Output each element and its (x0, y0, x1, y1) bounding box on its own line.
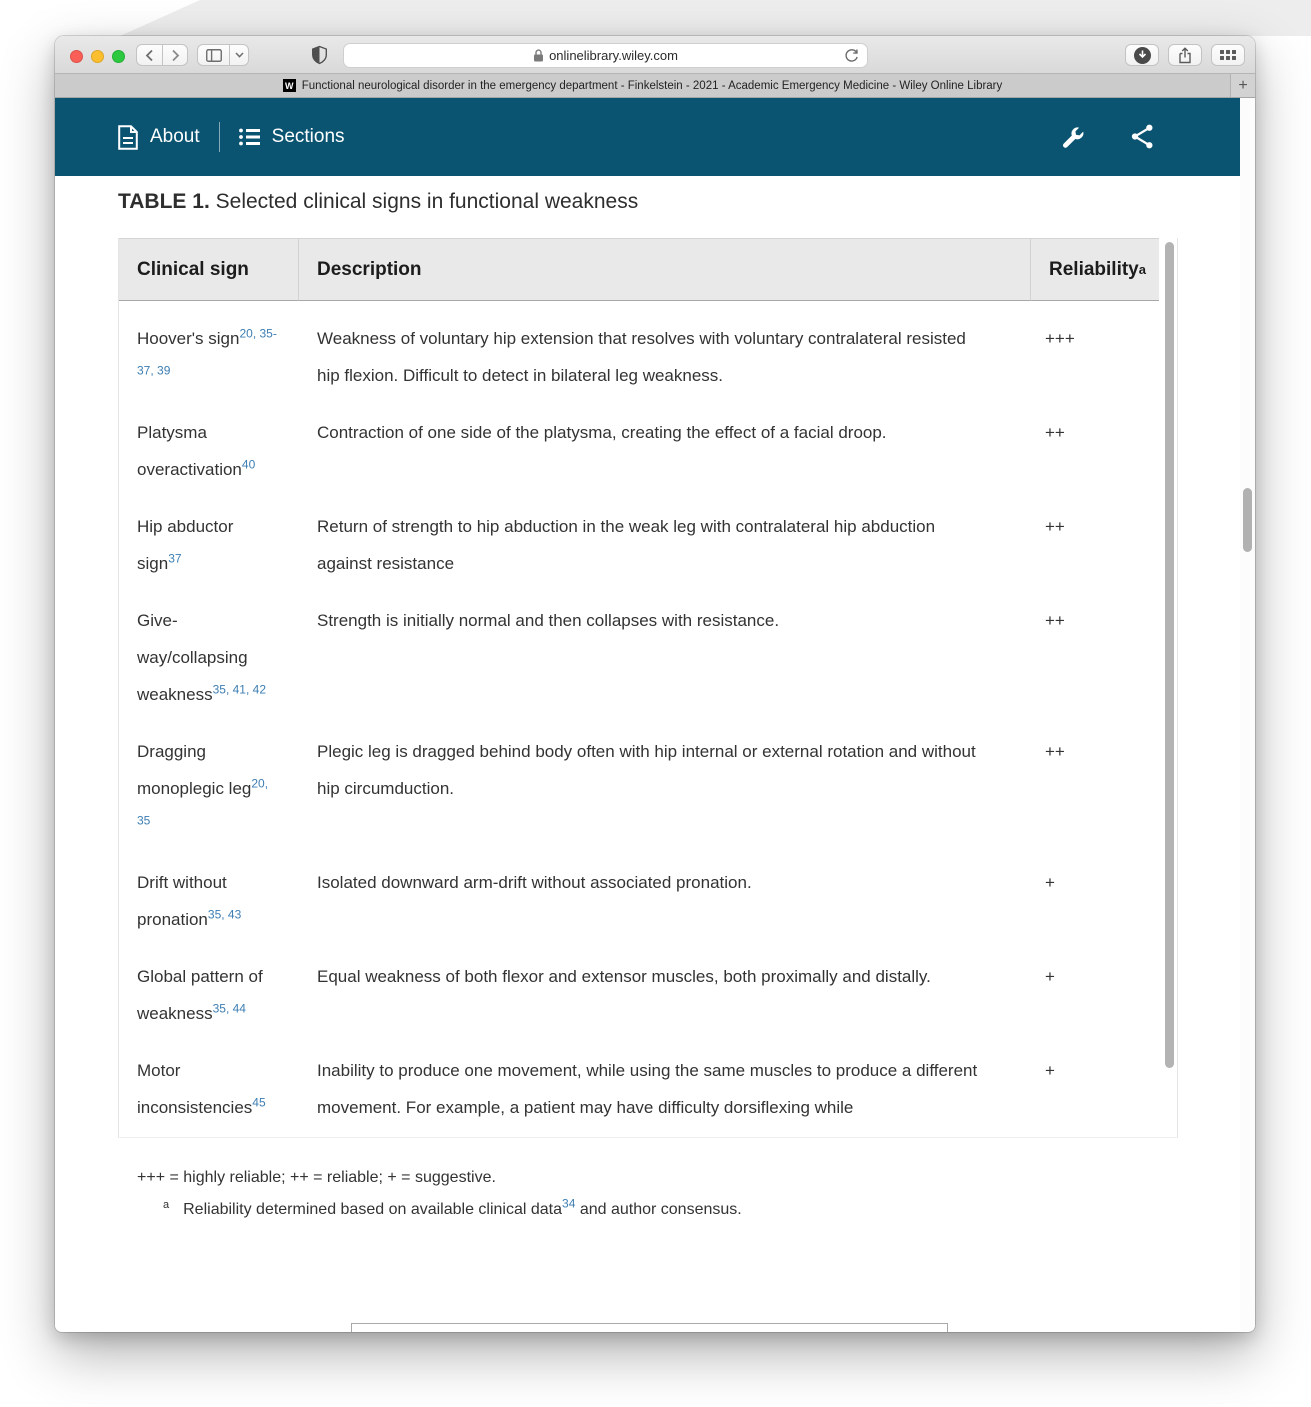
shield-icon (311, 45, 328, 65)
tab-overview-button[interactable] (1211, 44, 1245, 66)
reference-links[interactable]: 45 (252, 1095, 266, 1110)
reliability-cell: ++ (1045, 611, 1065, 630)
description-cell: Isolated downward arm-drift without associated pronation. (317, 873, 752, 892)
clinical-sign-cell (119, 948, 299, 1042)
about-label: About (150, 126, 200, 147)
reliability-cell: ++ (1045, 517, 1065, 536)
close-window-button[interactable] (70, 50, 83, 63)
clinical-sign-text: Hip abductor sign (137, 517, 234, 573)
about-button[interactable] (118, 125, 200, 150)
sidebar-toggle-button[interactable] (197, 44, 229, 66)
tab-bar (55, 74, 1255, 98)
table-label: TABLE 1. (118, 190, 210, 213)
tools-button[interactable] (1059, 124, 1086, 151)
minimize-window-button[interactable] (91, 50, 104, 63)
clinical-sign-text: Motor inconsistencies (137, 1061, 253, 1117)
table-row (119, 854, 1177, 948)
table-row (119, 1042, 1177, 1136)
clinical-sign-text: Dragging monoplegic leg (137, 742, 252, 798)
table-scrollbar-track (1159, 238, 1177, 1137)
clinical-sign-cell (119, 723, 299, 854)
back-button[interactable] (136, 44, 162, 66)
reference-links[interactable]: 35, 41, 42 (212, 682, 266, 697)
sections-label: Sections (271, 126, 345, 147)
reload-button[interactable] (844, 48, 859, 64)
page-scrollbar-thumb[interactable] (1243, 488, 1252, 552)
clinical-sign-cell (119, 301, 299, 404)
table-footnote (163, 1196, 1240, 1219)
browser-window (55, 36, 1255, 1332)
desktop-background-strip (0, 0, 1311, 36)
share-article-button[interactable] (1130, 124, 1155, 151)
reliability-cell: + (1045, 1061, 1055, 1080)
table-scrollbar-thumb[interactable] (1165, 242, 1174, 1068)
table-row (119, 723, 1177, 854)
clinical-sign-cell (119, 592, 299, 723)
column-header-description: Description (299, 238, 1031, 301)
reference-links[interactable]: 20, 35 (137, 776, 269, 828)
footnote-text: Reliability determined based on available clinical data (183, 1201, 563, 1218)
chevron-right-icon (171, 49, 180, 62)
reliability-legend: +++ = highly reliable; ++ = reliable; + = suggestive. (137, 1169, 496, 1186)
share-icon (1178, 47, 1192, 64)
browser-tab[interactable] (55, 74, 1230, 97)
clinical-sign-cell (119, 498, 299, 592)
window-controls (70, 50, 125, 63)
privacy-report-button[interactable] (307, 44, 331, 66)
footnote-reference-link[interactable]: 34 (562, 1196, 576, 1211)
download-icon (1134, 47, 1151, 64)
table-body (119, 301, 1177, 1136)
next-figure-placeholder (351, 1323, 948, 1332)
grid-icon (1220, 50, 1236, 60)
footnote-text-end: and author consensus. (575, 1201, 742, 1218)
description-cell: Strength is initially normal and then collapses with resistance. (317, 611, 780, 630)
downloads-button[interactable] (1125, 44, 1159, 66)
clinical-sign-text: Hoover's sign (137, 329, 240, 348)
sections-button[interactable] (239, 126, 345, 148)
clinical-sign-text: Global pattern of weakness (137, 967, 263, 1023)
document-icon (118, 125, 138, 150)
page-scrollbar-track (1240, 98, 1255, 1331)
reference-links[interactable]: 37 (168, 551, 182, 566)
zoom-window-button[interactable] (112, 50, 125, 63)
table-row (119, 301, 1177, 404)
wrench-icon (1059, 124, 1086, 151)
article-header-bar (55, 98, 1240, 176)
table-header-row (119, 238, 1177, 301)
reference-links[interactable]: 20, 35-37, 39 (137, 326, 277, 378)
reliability-cell: +++ (1045, 329, 1075, 348)
reference-links[interactable]: 40 (241, 457, 256, 472)
footnote-marker: a (163, 1198, 170, 1211)
description-cell: Inability to produce one movement, while using the same muscles to produce a different movement. For example, a patient may have difficulty dorsiflexing while (317, 1061, 978, 1117)
url-text: onlinelibrary.wiley.com (549, 48, 678, 63)
table-caption: Selected clinical signs in functional weakness (209, 190, 639, 213)
tab-layout-menu-button[interactable] (229, 44, 249, 66)
article-content (55, 176, 1240, 1219)
reliability-cell: ++ (1045, 423, 1065, 442)
table-row (119, 404, 1177, 498)
description-cell: Contraction of one side of the platysma, creating the effect of a facial droop. (317, 423, 887, 442)
column-header-reliability: Reliability a (1031, 238, 1161, 301)
chevron-down-icon (235, 52, 244, 58)
table-row (119, 498, 1177, 592)
sidebar-icon (206, 49, 222, 62)
share-button[interactable] (1168, 44, 1202, 66)
reliability-cell: + (1045, 967, 1055, 986)
table-title (118, 190, 1240, 214)
table-container (118, 238, 1178, 1138)
column-header-clinical-sign: Clinical sign (119, 238, 299, 301)
clinical-sign-cell (119, 1042, 299, 1136)
tab-title: Functional neurological disorder in the emergency department - Finkelstein - 2021 - Academic Emergency Medicine - Wiley Online Library (301, 79, 1003, 92)
list-icon (239, 128, 260, 146)
share-nodes-icon (1130, 124, 1155, 149)
clinical-sign-text: Give-way/collapsing weakness (137, 611, 248, 704)
clinical-sign-cell (119, 404, 299, 498)
description-cell: Equal weakness of both flexor and extensor muscles, both proximally and distally. (317, 967, 931, 986)
reload-icon (844, 48, 859, 64)
chevron-left-icon (145, 49, 154, 62)
clinical-sign-text: Platysma overactivation (137, 423, 242, 479)
description-cell: Plegic leg is dragged behind body often with hip internal or external rotation and without hip circumduction. (317, 742, 976, 798)
description-cell: Weakness of voluntary hip extension that resolves with voluntary contralateral resisted hip flexion. Difficult to detect in bilateral leg weakness. (317, 329, 966, 385)
browser-toolbar (55, 36, 1255, 74)
forward-button[interactable] (162, 44, 188, 66)
description-cell: Return of strength to hip abduction in the weak leg with contralateral hip abduction against resistance (317, 517, 936, 573)
wiley-favicon: W (283, 79, 296, 92)
new-tab-button[interactable]: + (1230, 74, 1255, 97)
reliability-cell: ++ (1045, 742, 1065, 761)
reliability-cell: + (1045, 873, 1055, 892)
table-row (119, 592, 1177, 723)
reference-links[interactable]: 35, 44 (212, 1001, 246, 1016)
header-divider (219, 122, 220, 152)
reference-links[interactable]: 35, 43 (207, 907, 242, 922)
lock-icon (533, 49, 544, 62)
clinical-sign-cell (119, 854, 299, 948)
table-row (119, 948, 1177, 1042)
address-bar[interactable] (343, 43, 868, 68)
clinical-sign-text: Drift without pronation (137, 873, 227, 929)
